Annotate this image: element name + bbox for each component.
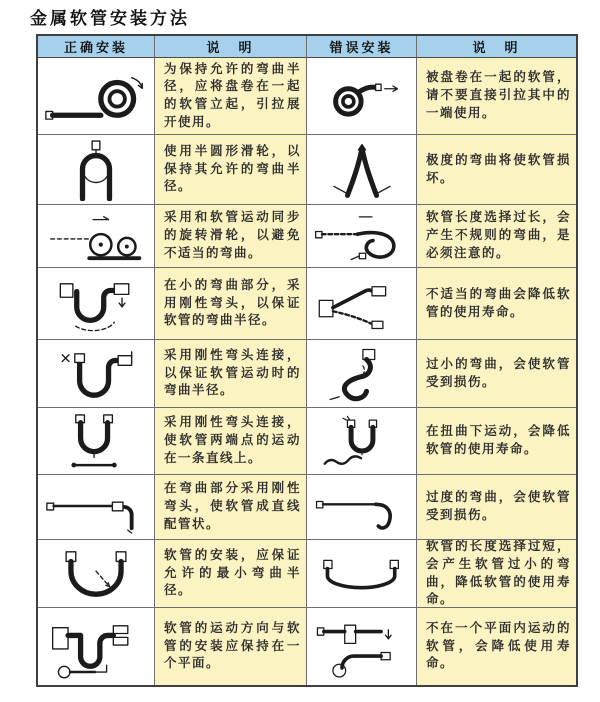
table-header-row: [38, 36, 576, 58]
pulled-coil-icon: [312, 66, 412, 126]
u-hose-straight-line-motion-icon: [43, 411, 149, 471]
wrong-illustration-cell: [307, 475, 417, 540]
wrong-description: 软管的长度选择过短，会产生软管过小的弯曲，降低软管的使用寿命。: [417, 540, 576, 608]
minimum-bend-radius-u-icon: [43, 544, 149, 604]
wrong-description: 过度的弯曲，会使软管受到损伤。: [417, 475, 576, 540]
header-correct-install: 正确安装: [38, 36, 155, 58]
semicircular-pulley-icon: [43, 139, 149, 201]
twisted-motion-icon: [312, 411, 412, 471]
u-hose-rigid-elbows-icon: [43, 344, 149, 404]
one-plane-installation-icon: [43, 612, 149, 682]
wrong-illustration-cell: [307, 608, 417, 685]
wrong-illustration-cell: [307, 268, 417, 340]
rigid-elbow-small-bend-icon: [43, 272, 149, 336]
straight-piping-elbow-icon: [43, 478, 149, 536]
correct-description: 软管的安装，应保证允许的最小弯曲半径。: [155, 540, 307, 608]
header-correct-description: 说 明: [155, 36, 307, 58]
improper-fork-bend-icon: [312, 273, 412, 335]
overlong-loop-icon: [312, 208, 412, 264]
wrong-illustration-cell: [307, 205, 417, 268]
correct-illustration-cell: [38, 340, 155, 408]
correct-illustration-cell: [38, 268, 155, 340]
correct-illustration-cell: [38, 475, 155, 540]
table-row: [38, 268, 576, 340]
correct-illustration-cell: [38, 408, 155, 475]
header-wrong-description: 说 明: [417, 36, 576, 58]
correct-illustration-cell: [38, 135, 155, 205]
table-row: [38, 340, 576, 408]
coiled-hose-upright-icon: [43, 65, 149, 127]
correct-description: 采用刚性弯头连接，使软管两端点的运动在一条直线上。: [155, 408, 307, 475]
table-row: [38, 205, 576, 268]
wrong-illustration-cell: [307, 58, 417, 135]
wrong-description: 极度的弯曲将使软管损坏。: [417, 135, 576, 205]
wrong-description: 软管长度选择过长，会产生不规则的弯曲，是必须注意的。: [417, 205, 576, 268]
overbent-end-icon: [312, 478, 412, 536]
wrong-illustration-cell: [307, 340, 417, 408]
wrong-illustration-cell: [307, 135, 417, 205]
wrong-illustration-cell: [307, 540, 417, 608]
table-row: [38, 475, 576, 540]
correct-description: 采用刚性弯头连接，以保证软管运动时的弯曲半径。: [155, 340, 307, 408]
wrong-description: 过小的弯曲，会使软管受到损伤。: [417, 340, 576, 408]
wrong-description: 在扭曲下运动，会降低软管的使用寿命。: [417, 408, 576, 475]
correct-description: 在弯曲部分采用刚性弯头，使软管成直线配管状。: [155, 475, 307, 540]
wrong-illustration-cell: [307, 408, 417, 475]
correct-description: 采用和软管运动同步的旋转滑轮，以避免不适当的弯曲。: [155, 205, 307, 268]
too-small-bend-icon: [312, 344, 412, 404]
extreme-bend-icon: [312, 140, 412, 200]
out-of-plane-motion-icon: [312, 612, 412, 682]
installation-table: [36, 34, 578, 687]
header-wrong-install: 错误安装: [307, 36, 417, 58]
table-row: [38, 135, 576, 205]
table-row: [38, 540, 576, 608]
rotating-pulleys-icon: [43, 208, 149, 264]
table-row: [38, 58, 576, 135]
correct-description: 在小的弯曲部分，采用刚性弯头，以保证软管的弯曲半径。: [155, 268, 307, 340]
correct-description: 使用半圆形滑轮，以保持其允许的弯曲半径。: [155, 135, 307, 205]
correct-description: 软管的运动方向与软管的安装应保持在一个平面。: [155, 608, 307, 685]
wrong-description: 不适当的弯曲会降低软管的使用寿命。: [417, 268, 576, 340]
correct-illustration-cell: [38, 58, 155, 135]
correct-illustration-cell: [38, 540, 155, 608]
wrong-description: 不在一个平面内运动的软管，会降低使用寿命。: [417, 608, 576, 685]
correct-illustration-cell: [38, 608, 155, 685]
wrong-description: 被盘卷在一起的软管，请不要直接引拉其中的一端使用。: [417, 58, 576, 135]
page-title: 金属软管安装方法: [30, 9, 190, 28]
table-row: [38, 408, 576, 475]
correct-illustration-cell: [38, 205, 155, 268]
too-short-shallow-u-icon: [312, 544, 412, 604]
correct-description: 为保持允许的弯曲半径，应将盘卷在一起的软管立起，引拉展开使用。: [155, 58, 307, 135]
table-row: [38, 608, 576, 685]
